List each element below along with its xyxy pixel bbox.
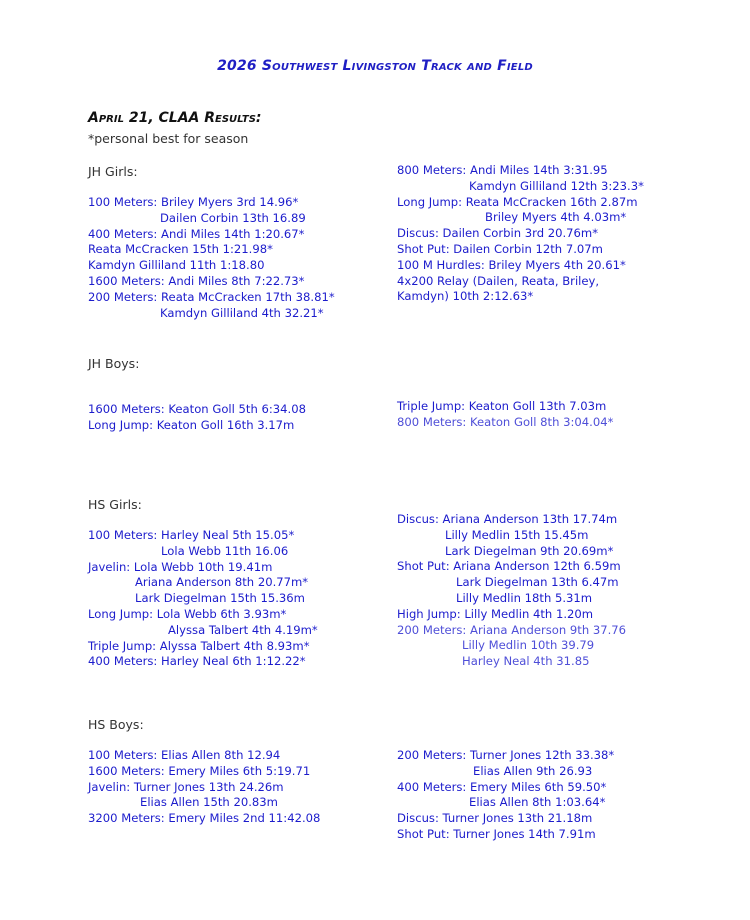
result-line: 1600 Meters: Andi Miles 8th 7:22.73* bbox=[88, 273, 305, 288]
result-line: 400 Meters: Andi Miles 14th 1:20.67* bbox=[88, 226, 305, 241]
section-label-hs-boys: HS Boys: bbox=[88, 717, 144, 732]
result-line: Lark Diegelman 9th 20.69m* bbox=[445, 543, 614, 558]
result-line: Lark Diegelman 15th 15.36m bbox=[135, 591, 305, 606]
result-line: Kamdyn Gilliland 12th 3:23.3* bbox=[469, 178, 644, 193]
section-label-jh-boys: JH Boys: bbox=[88, 356, 140, 371]
result-line: Lola Webb 11th 16.06 bbox=[161, 543, 289, 558]
result-line: 100 M Hurdles: Briley Myers 4th 20.61* bbox=[397, 257, 626, 272]
section-label-hs-girls: HS Girls: bbox=[88, 497, 142, 512]
result-line: 100 Meters: Harley Neal 5th 15.05* bbox=[88, 528, 295, 542]
result-line: 400 Meters: Emery Miles 6th 59.50* bbox=[397, 779, 607, 794]
result-line: Lilly Medlin 15th 15.45m bbox=[445, 527, 589, 542]
result-line: Long Jump: Keaton Goll 16th 3.17m bbox=[88, 417, 295, 432]
result-line: Kamdyn Gilliland 11th 1:18.80 bbox=[88, 258, 265, 273]
meet-subheading: April 21, CLAA Results: bbox=[88, 110, 262, 126]
jh-boys-left-results bbox=[88, 402, 408, 434]
result-line: Reata McCracken 15th 1:21.98* bbox=[88, 242, 273, 257]
hs-girls-left-results bbox=[88, 528, 408, 670]
result-line: 400 Meters: Harley Neal 6th 1:12.22* bbox=[88, 654, 306, 669]
result-line: Shot Put: Dailen Corbin 12th 7.07m bbox=[397, 241, 603, 256]
page-title: 2026 Southwest Livingston Track and Field bbox=[217, 58, 533, 74]
result-line: High Jump: Lilly Medlin 4th 1.20m bbox=[397, 606, 594, 621]
result-line: 1600 Meters: Keaton Goll 5th 6:34.08 bbox=[88, 402, 306, 416]
result-line: Ariana Anderson 8th 20.77m* bbox=[135, 575, 309, 590]
result-line: 100 Meters: Briley Myers 3rd 14.96* bbox=[88, 195, 299, 209]
hs-girls-right-results bbox=[397, 512, 717, 670]
result-line: Discus: Dailen Corbin 3rd 20.76m* bbox=[397, 226, 599, 241]
jh-boys-right-results bbox=[397, 399, 717, 431]
result-line: 3200 Meters: Emery Miles 2nd 11:42.08 bbox=[88, 811, 321, 826]
result-line: 200 Meters: Reata McCracken 17th 38.81* bbox=[88, 289, 335, 304]
section-label-jh-girls: JH Girls: bbox=[88, 164, 138, 179]
result-line: 800 Meters: Andi Miles 14th 3:31.95 bbox=[397, 163, 608, 177]
result-line: 800 Meters: Keaton Goll 8th 3:04.04* bbox=[397, 414, 614, 429]
result-line: Discus: Turner Jones 13th 21.18m bbox=[397, 811, 593, 826]
result-line: 200 Meters: Ariana Anderson 9th 37.76 bbox=[397, 622, 627, 637]
result-line: Long Jump: Reata McCracken 16th 2.87m bbox=[397, 194, 638, 209]
result-line: Elias Allen 15th 20.83m bbox=[140, 795, 278, 810]
result-line: Elias Allen 8th 1:03.64* bbox=[469, 795, 606, 810]
result-line: Harley Neal 4th 31.85 bbox=[462, 654, 590, 669]
result-line: Kamdyn) 10th 2:12.63* bbox=[397, 289, 534, 304]
hs-boys-left-results bbox=[88, 748, 408, 827]
result-line: Shot Put: Ariana Anderson 12th 6.59m bbox=[397, 559, 621, 574]
result-line: Dailen Corbin 13th 16.89 bbox=[160, 210, 306, 225]
jh-girls-left-results bbox=[88, 195, 408, 321]
result-line: Shot Put: Turner Jones 14th 7.91m bbox=[397, 826, 596, 841]
result-line: Lilly Medlin 18th 5.31m bbox=[456, 590, 593, 605]
result-line: Elias Allen 9th 26.93 bbox=[473, 763, 593, 778]
result-line: Triple Jump: Alyssa Talbert 4th 8.93m* bbox=[88, 638, 310, 653]
personal-best-note: *personal best for season bbox=[88, 131, 249, 146]
result-line: 200 Meters: Turner Jones 12th 33.38* bbox=[397, 748, 615, 762]
result-line: Triple Jump: Keaton Goll 13th 7.03m bbox=[397, 399, 607, 413]
result-line: Javelin: Turner Jones 13th 24.26m bbox=[88, 779, 284, 794]
result-line: 4x200 Relay (Dailen, Reata, Briley, bbox=[397, 273, 600, 288]
result-line: Javelin: Lola Webb 10th 19.41m bbox=[88, 559, 273, 574]
result-line: Kamdyn Gilliland 4th 32.21* bbox=[160, 305, 324, 320]
result-line: Lilly Medlin 10th 39.79 bbox=[462, 638, 595, 653]
jh-girls-right-results bbox=[397, 163, 717, 305]
result-line: Long Jump: Lola Webb 6th 3.93m* bbox=[88, 606, 287, 621]
result-line: Briley Myers 4th 4.03m* bbox=[485, 210, 627, 225]
result-line: Discus: Ariana Anderson 13th 17.74m bbox=[397, 512, 618, 526]
result-line: Alyssa Talbert 4th 4.19m* bbox=[168, 622, 318, 637]
hs-boys-right-results bbox=[397, 748, 717, 843]
result-line: 1600 Meters: Emery Miles 6th 5:19.71 bbox=[88, 763, 311, 778]
result-line: 100 Meters: Elias Allen 8th 12.94 bbox=[88, 748, 281, 762]
result-line: Lark Diegelman 13th 6.47m bbox=[456, 575, 619, 590]
